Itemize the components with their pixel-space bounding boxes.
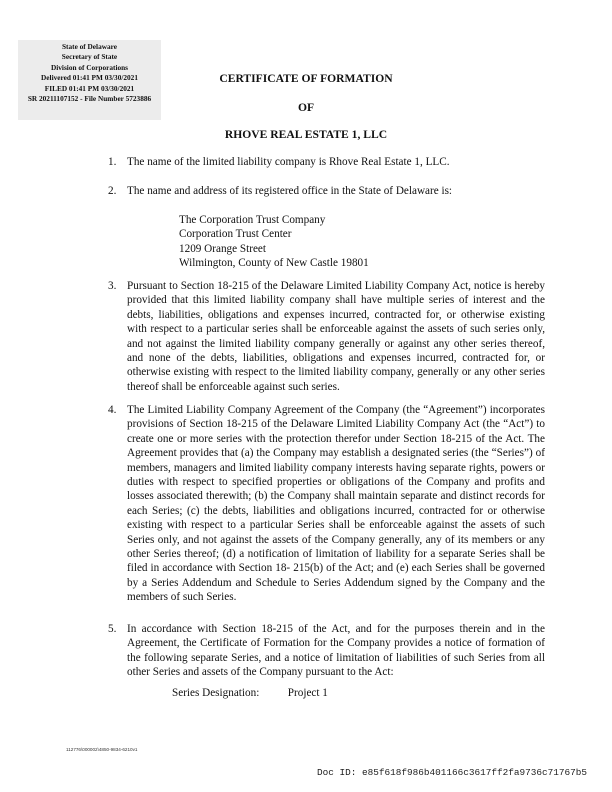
company-name-heading: RHOVE REAL ESTATE 1, LLC <box>224 128 388 141</box>
article-number: 1. <box>108 156 117 168</box>
article-number: 4. <box>108 404 117 416</box>
article-text: In accordance with Section 18-215 of the Act, and for the purposes therein and in the Agreement, the Certificate of Formation for the Company provides a notice of formation of the following separate Series, and a notice of limitation of liabilities of such Series from all other Series and assets of the Company pursuant to the Act: <box>127 623 545 679</box>
article-text: The Limited Liability Company Agreement of the Company (the “Agreement”) incorporates provisions of Section 18-215 of the Delaware Limited Liability Company Act (the “Act”) to create one or more series with the protection therefor under Section 18-215 of the Act. The Agreement provides that (a) the Company may establish a designated series (the “Series”) of members, managers and limited liability company interests having separate rights, powers or duties with respect to specified properties or obligations of the Company and profits and losses associated therewith; (b) the Company shall maintain separate and distinct records for each Series; (c) the debts, liabilities and obligations incurred, contracted for or otherwise existing with respect to a particular Series shall be enforceable against the assets of such Series only, and not against the assets of the Company generally, any of its members or any other Series thereof; (d) a notification of limitation of liability for a separate Series shall be filed in accordance with Section 18- 215(b) of the Act; and (e) each Series shall be governed by a Series Addendum and Schedule to Series Addendum signed by the Company and the members of such Series. <box>127 404 545 604</box>
registered-office-address <box>179 213 369 271</box>
article-5 <box>108 622 545 680</box>
series-label: Series Designation: <box>172 687 260 699</box>
address-line: Wilmington, County of New Castle 19801 <box>179 257 369 270</box>
document-reference: 112776\000002\4850-9834-6210v1 <box>66 747 138 752</box>
article-number: 5. <box>108 623 117 635</box>
article-text: Pursuant to Section 18-215 of the Delaware Limited Liability Company Act, notice is hereby provided that this limited liability company shall have multiple series of interest and the debts, liabilities, obligations and expenses incurred, contracted for, or otherwise existing with respect to a particular series shall be enforceable against the assets of such series only, and not against the limited liability company generally or against any other series thereof, and none of the debts, liabilities, obligations and expenses incurred, contracted for, or otherwise existing with respect to the limited liability company, generally or any other series thereof shall be enforceable against such series. <box>127 280 545 393</box>
doc-id: Doc ID: e85f618f986b401166c3617ff2fa9736c71767b5 <box>316 767 587 778</box>
article-number: 3. <box>108 280 117 292</box>
article-4 <box>108 403 545 605</box>
article-text: The name and address of its registered office in the State of Delaware is: <box>127 185 453 197</box>
stamp-line: SR 20211107152 - File Number 5723886 <box>27 94 152 104</box>
address-line: The Corporation Trust Company <box>179 214 326 226</box>
stamp-line: Secretary of State <box>61 52 118 62</box>
stamp-line: Division of Corporations <box>50 62 129 72</box>
stamp-line: Delivered 01:41 PM 03/30/2021 <box>41 73 138 83</box>
title-of: OF <box>297 101 315 114</box>
series-value: Project 1 <box>287 687 328 699</box>
article-3 <box>108 279 545 394</box>
article-number: 2. <box>108 185 117 197</box>
stamp-line: State of Delaware <box>62 42 117 51</box>
document-title: CERTIFICATE OF FORMATION <box>219 72 393 85</box>
series-designation <box>172 687 328 699</box>
article-1 <box>108 155 545 169</box>
article-text: The name of the limited liability company is Rhove Real Estate 1, LLC. <box>127 156 450 168</box>
article-2 <box>108 184 545 198</box>
address-line: Corporation Trust Center <box>179 228 292 241</box>
address-line: 1209 Orange Street <box>179 242 266 255</box>
stamp-line: FILED 01:41 PM 03/30/2021 <box>44 83 135 93</box>
